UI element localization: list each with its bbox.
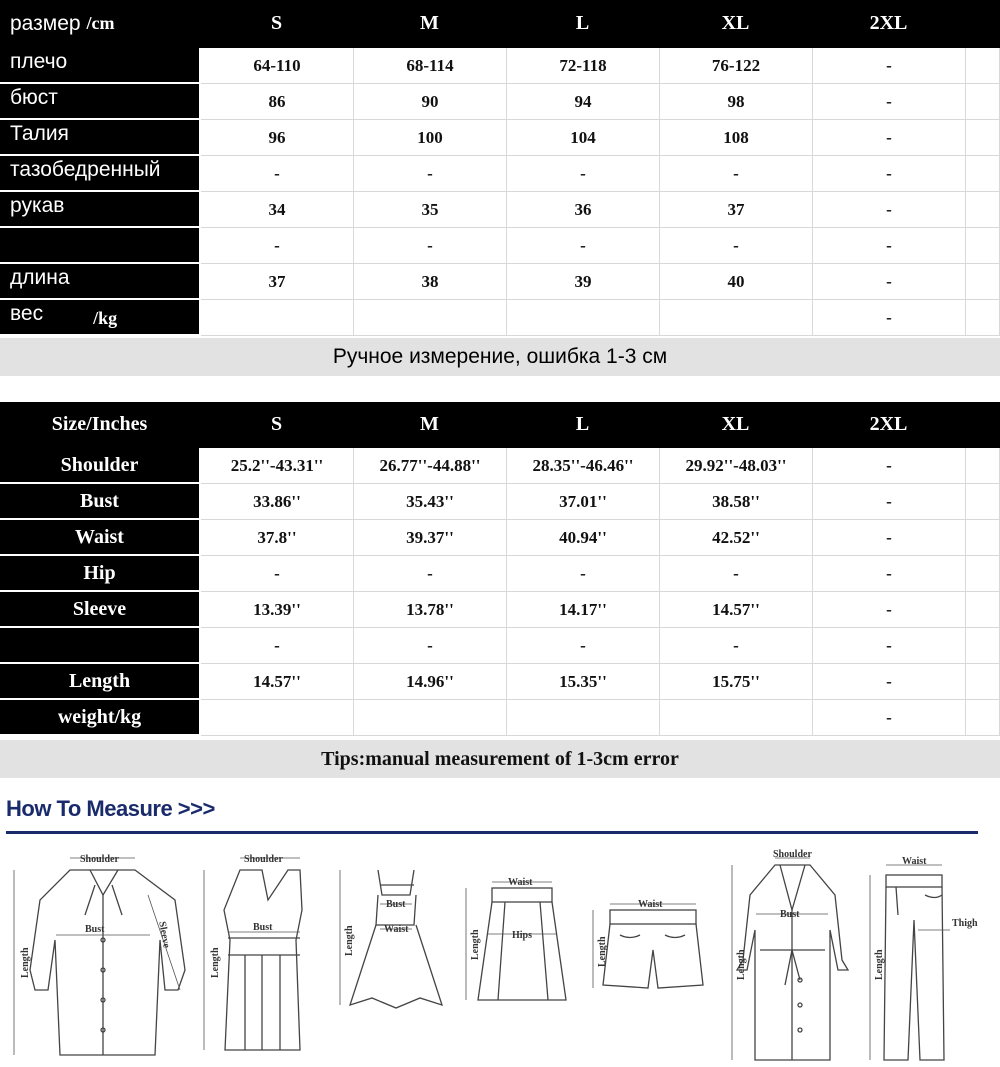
table-cell: 90 [354, 84, 507, 120]
table-cell [966, 448, 1000, 484]
table-cell: 40.94'' [507, 520, 660, 556]
table-row [0, 120, 1000, 156]
table-cell: - [813, 700, 966, 736]
skirt-length-label: Length [470, 929, 481, 960]
table-cell: 42.52'' [660, 520, 813, 556]
table-cell: - [201, 156, 354, 192]
table-cell: - [813, 484, 966, 520]
table-cell: 15.35'' [507, 664, 660, 700]
table-cell [966, 120, 1000, 156]
table-cell: - [660, 156, 813, 192]
row-label [0, 120, 201, 156]
how-to-measure-title: How To Measure >>> [6, 796, 215, 821]
table-cell: 34 [201, 192, 354, 228]
table-cell: - [354, 628, 507, 664]
table-cell: - [813, 300, 966, 336]
table-row [0, 628, 1000, 664]
shorts-length-label: Length [597, 936, 608, 967]
table-cell: - [660, 228, 813, 264]
table-cell [966, 664, 1000, 700]
tank-bust-label: Bust [253, 922, 273, 933]
cm-header-label: размер /cm [0, 0, 201, 48]
table-cell [966, 192, 1000, 228]
coat-shoulder-label: Shoulder [773, 849, 812, 860]
table-cell: 14.57'' [201, 664, 354, 700]
row-label-text: Waist [75, 525, 124, 548]
table-cell: - [813, 84, 966, 120]
inch-header-size: XL [660, 402, 813, 448]
table-row [0, 264, 1000, 300]
dress-figure-icon [350, 870, 442, 1008]
table-row [0, 484, 1000, 520]
row-label-text: Hip [83, 561, 116, 584]
table-cell: 28.35''-46.46'' [507, 448, 660, 484]
table-cell [966, 300, 1000, 336]
table-cell [966, 228, 1000, 264]
row-label [0, 192, 201, 228]
table-cell: - [813, 664, 966, 700]
table-cell: 39 [507, 264, 660, 300]
table-cell: 39.37'' [354, 520, 507, 556]
table-cell: - [813, 192, 966, 228]
row-label [0, 264, 201, 300]
table-cell: - [507, 628, 660, 664]
pants-figure-icon [884, 875, 944, 1060]
row-label [0, 156, 201, 192]
table-row [0, 664, 1000, 700]
table-cell: - [813, 120, 966, 156]
table-cell: 108 [660, 120, 813, 156]
table-cell: - [813, 628, 966, 664]
table-cell: - [660, 556, 813, 592]
row-label-text: weight/kg [57, 705, 142, 728]
table-cell: 37 [201, 264, 354, 300]
table-row [0, 192, 1000, 228]
table-cell: 40 [660, 264, 813, 300]
table-cell: 35.43'' [354, 484, 507, 520]
row-label [0, 664, 201, 700]
table-row [0, 520, 1000, 556]
inch-header-size: 2XL [813, 402, 966, 448]
table-row [0, 84, 1000, 120]
table-row [0, 592, 1000, 628]
table-cell: - [201, 628, 354, 664]
table-cell [966, 628, 1000, 664]
table-cell [201, 700, 354, 736]
table-cell: 86 [201, 84, 354, 120]
coat-bust-label: Bust [780, 909, 800, 920]
shorts-figure-icon [603, 910, 703, 988]
table-cell [966, 156, 1000, 192]
row-unit: /kg [93, 308, 118, 328]
table-cell: 68-114 [354, 48, 507, 84]
table-cell: 33.86'' [201, 484, 354, 520]
row-label [0, 48, 201, 84]
table-cell [354, 700, 507, 736]
table-cell: - [813, 556, 966, 592]
table-cell [201, 300, 354, 336]
inch-table-header [0, 402, 1000, 448]
table-cell: 37.8'' [201, 520, 354, 556]
inch-header-size: M [354, 402, 507, 448]
row-label-text: Shoulder [60, 453, 139, 476]
cm-header-size: M [354, 0, 507, 48]
table-cell [966, 84, 1000, 120]
table-cell: 96 [201, 120, 354, 156]
how-to-divider [6, 831, 978, 834]
table-row [0, 448, 1000, 484]
inch-note: Tips:manual measurement of 1-3cm error [0, 740, 1000, 778]
cm-note: Ручное измерение, ошибка 1-3 см [0, 338, 1000, 376]
table-cell: 38 [354, 264, 507, 300]
table-cell: - [813, 520, 966, 556]
blouse-sleeve-label: Sleeve [156, 920, 172, 949]
row-label-text: Sleeve [72, 597, 127, 620]
blouse-bust-label: Bust [85, 924, 105, 935]
row-label [0, 228, 201, 264]
row-label [0, 628, 201, 664]
table-cell [507, 700, 660, 736]
table-cell: - [813, 156, 966, 192]
row-label [0, 520, 201, 556]
table-cell [966, 520, 1000, 556]
table-cell: 14.96'' [354, 664, 507, 700]
blouse-figure-icon [30, 870, 185, 1055]
table-cell: 64-110 [201, 48, 354, 84]
row-label-text: бюст [10, 86, 58, 109]
table-cell [966, 556, 1000, 592]
table-cell: 29.92''-48.03'' [660, 448, 813, 484]
table-cell: - [813, 48, 966, 84]
skirt-waist-label: Waist [508, 877, 533, 888]
table-cell: - [201, 228, 354, 264]
inch-header-label: Size/Inches [0, 402, 201, 448]
row-label-text: Талия [10, 122, 69, 145]
skirt-hips-label: Hips [512, 930, 533, 941]
table-cell [354, 300, 507, 336]
blouse-length-label: Length [20, 947, 31, 978]
table-row [0, 300, 1000, 336]
table-cell: - [507, 556, 660, 592]
row-label-text: вес [10, 302, 44, 325]
table-cell: 72-118 [507, 48, 660, 84]
row-label-text: Bust [80, 489, 119, 512]
table-cell: - [201, 556, 354, 592]
inch-table-body [0, 448, 1000, 736]
table-row [0, 228, 1000, 264]
row-label [0, 484, 201, 520]
table-row [0, 556, 1000, 592]
row-label [0, 556, 201, 592]
table-cell [507, 300, 660, 336]
inch-header-size [966, 402, 1000, 448]
cm-header-size: 2XL [813, 0, 966, 48]
shorts-waist-label: Waist [638, 899, 663, 910]
table-cell: 76-122 [660, 48, 813, 84]
table-cell: - [813, 228, 966, 264]
table-cell: 98 [660, 84, 813, 120]
table-cell [966, 48, 1000, 84]
row-label [0, 84, 201, 120]
inch-header-size: S [201, 402, 354, 448]
row-label-text: Length [68, 669, 131, 692]
inch-size-table [0, 402, 1000, 736]
table-cell: 94 [507, 84, 660, 120]
table-cell: 104 [507, 120, 660, 156]
row-label-text: плечо [10, 50, 68, 73]
row-label-text: рукав [10, 194, 65, 217]
dress-bust-label: Bust [386, 899, 406, 910]
table-cell: - [354, 156, 507, 192]
row-label [0, 300, 201, 336]
row-label [0, 700, 201, 736]
table-cell: 14.57'' [660, 592, 813, 628]
table-cell: - [813, 592, 966, 628]
coat-figure-icon [737, 865, 848, 1060]
table-cell: 26.77''-44.88'' [354, 448, 507, 484]
table-cell: - [813, 448, 966, 484]
dress-waist-label: Waist [384, 924, 409, 935]
table-cell: 15.75'' [660, 664, 813, 700]
blouse-shoulder-label: Shoulder [80, 854, 119, 865]
table-cell: 13.39'' [201, 592, 354, 628]
row-label-text: длина [10, 266, 70, 289]
inch-header-size: L [507, 402, 660, 448]
table-cell: 37.01'' [507, 484, 660, 520]
table-cell: - [813, 264, 966, 300]
row-label-text: тазобедренный [10, 158, 161, 181]
table-cell: 38.58'' [660, 484, 813, 520]
table-row [0, 156, 1000, 192]
table-cell: 14.17'' [507, 592, 660, 628]
pants-thigh-label: Thigh [952, 918, 978, 929]
table-cell: 35 [354, 192, 507, 228]
pants-waist-label: Waist [902, 856, 927, 867]
cm-header-size: XL [660, 0, 813, 48]
pants-length-label: Length [874, 949, 885, 980]
cm-table-body [0, 48, 1000, 336]
row-label [0, 592, 201, 628]
table-cell: - [507, 228, 660, 264]
table-row [0, 48, 1000, 84]
table-row [0, 700, 1000, 736]
tank-figure-icon [224, 870, 302, 1050]
row-label [0, 448, 201, 484]
cm-header-size: S [201, 0, 354, 48]
table-cell: 13.78'' [354, 592, 507, 628]
table-cell: - [660, 628, 813, 664]
table-cell [660, 700, 813, 736]
tank-shoulder-label: Shoulder [244, 854, 283, 865]
table-cell: 36 [507, 192, 660, 228]
table-cell [966, 592, 1000, 628]
table-cell [966, 264, 1000, 300]
cm-header-size: L [507, 0, 660, 48]
cm-header-size [966, 0, 1000, 48]
coat-length-label: Length [736, 949, 747, 980]
table-cell [966, 700, 1000, 736]
tank-length-label: Length [210, 947, 221, 978]
table-cell: - [507, 156, 660, 192]
dress-length-label: Length [344, 925, 355, 956]
table-cell: 37 [660, 192, 813, 228]
table-cell: 25.2''-43.31'' [201, 448, 354, 484]
table-cell [966, 484, 1000, 520]
cm-size-table [0, 0, 1000, 336]
cm-table-header [0, 0, 1000, 48]
table-cell: 100 [354, 120, 507, 156]
table-cell: - [354, 556, 507, 592]
table-cell: - [354, 228, 507, 264]
skirt-figure-icon [478, 888, 566, 1000]
table-cell [660, 300, 813, 336]
measure-figures [0, 840, 1000, 1067]
